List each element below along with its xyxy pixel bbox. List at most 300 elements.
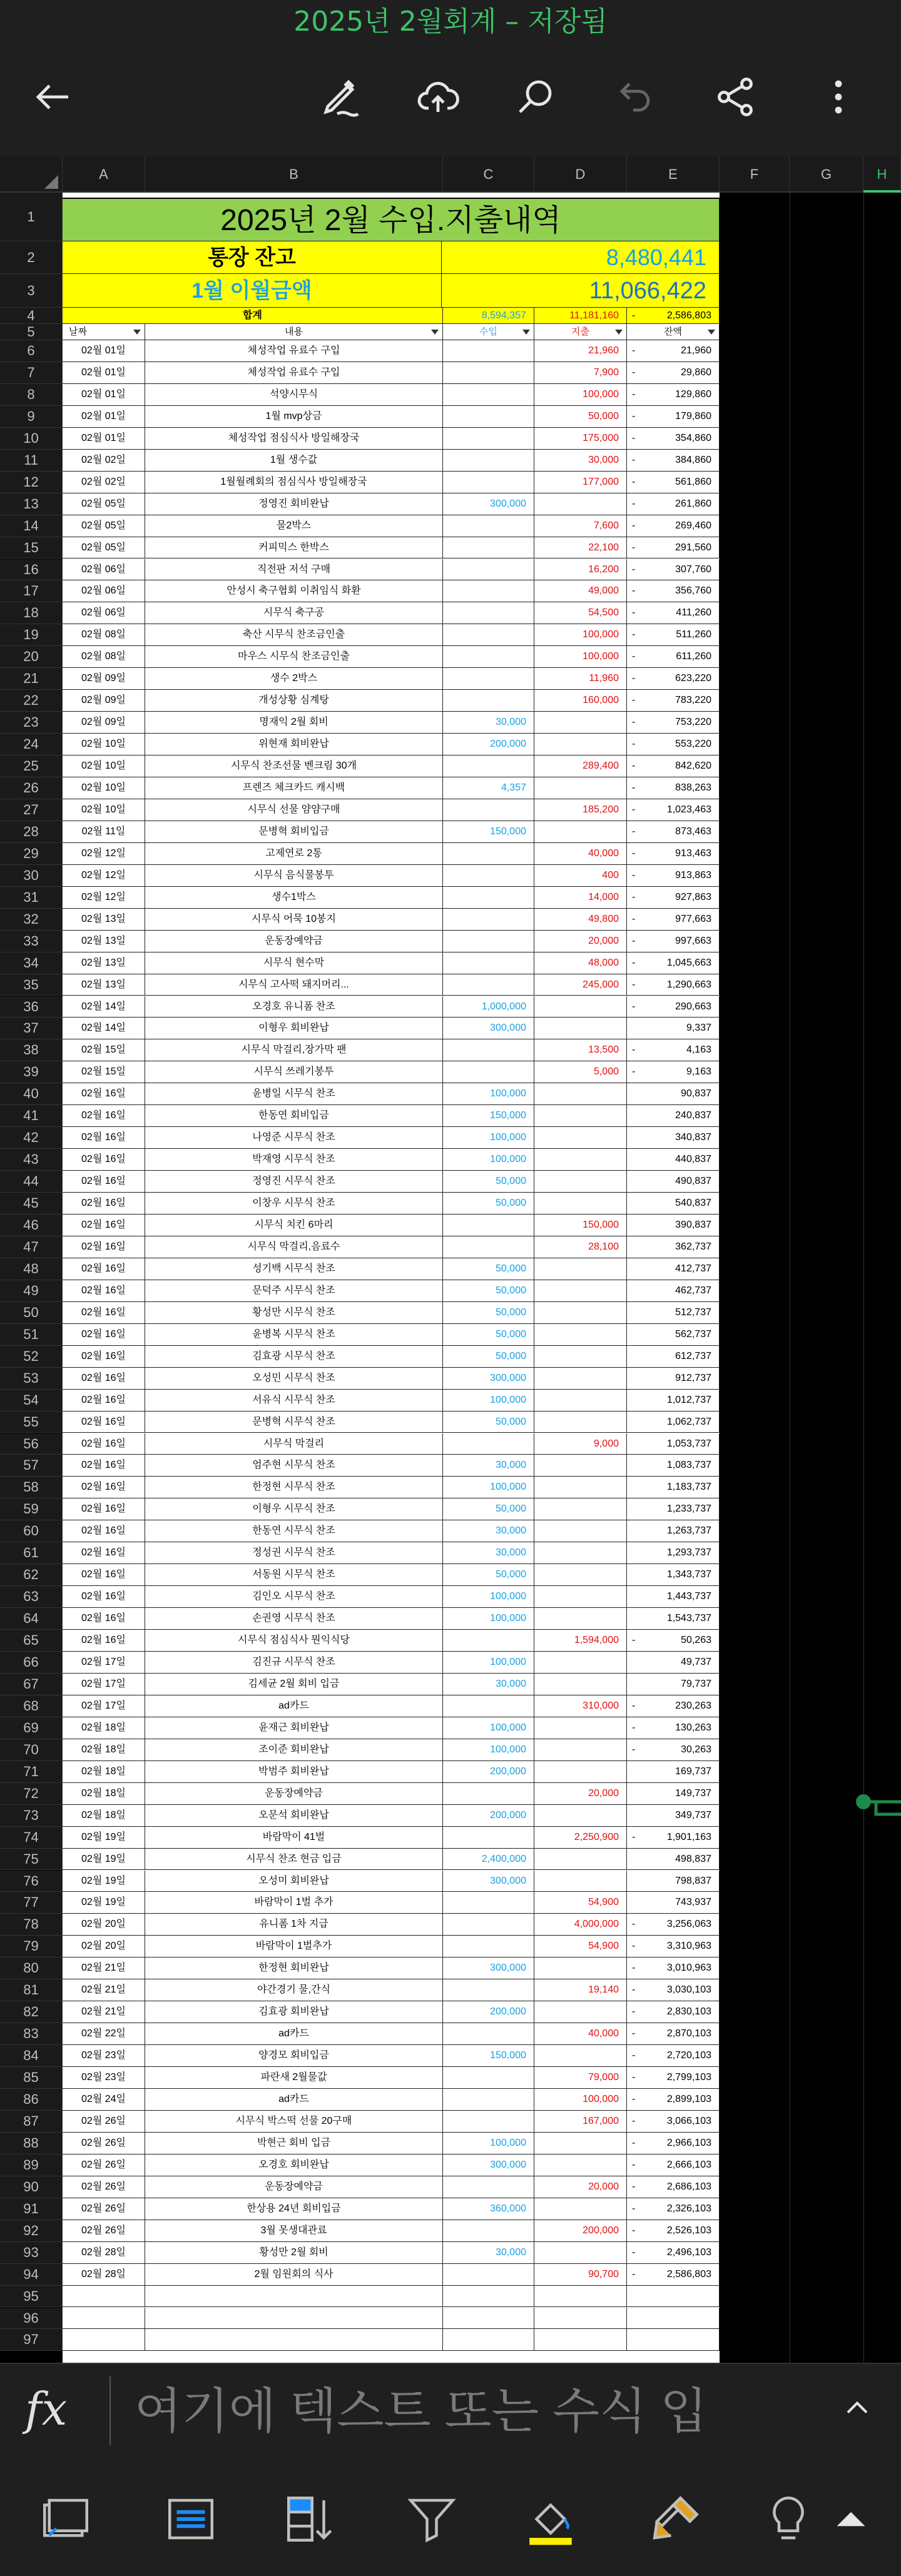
cell-balance[interactable]: [627, 2198, 720, 2220]
cell-date[interactable]: 02월 16일: [63, 1280, 145, 1302]
cell-date[interactable]: 02월 01일: [63, 340, 145, 362]
cell-balance[interactable]: [627, 712, 720, 734]
cell-date[interactable]: 02월 20일: [63, 1914, 145, 1936]
cell-date[interactable]: 02월 16일: [63, 1171, 145, 1193]
cell-income[interactable]: 360,000: [443, 2198, 534, 2220]
cell-description[interactable]: 운동장예약금: [145, 2176, 443, 2198]
empty-cell[interactable]: [63, 2286, 145, 2308]
row-header[interactable]: 63: [0, 1586, 63, 1608]
row-header[interactable]: 97: [0, 2329, 63, 2351]
cell-date[interactable]: 02월 13일: [63, 974, 145, 996]
row-header[interactable]: 28: [0, 821, 63, 843]
cell-date[interactable]: 02월 23일: [63, 2045, 145, 2067]
cell-date[interactable]: 02월 26일: [63, 2176, 145, 2198]
cell-description[interactable]: ad카드: [145, 2023, 443, 2045]
cell-date[interactable]: 02월 15일: [63, 1061, 145, 1083]
cell-date[interactable]: 02월 16일: [63, 1564, 145, 1586]
cell-expense[interactable]: [534, 1498, 627, 1520]
cell-description[interactable]: 파란새 2월물값: [145, 2067, 443, 2089]
cell-income[interactable]: 100,000: [443, 1083, 534, 1105]
cell-income[interactable]: 30,000: [443, 1674, 534, 1695]
row-header[interactable]: 83: [0, 2023, 63, 2045]
cell-description[interactable]: 시무식 선물 얌얌구매: [145, 799, 443, 821]
cell-expense[interactable]: [534, 1477, 627, 1498]
cell-expense[interactable]: 20,000: [534, 2176, 627, 2198]
cell-date[interactable]: 02월 19일: [63, 1892, 145, 1914]
row-header[interactable]: 96: [0, 2308, 63, 2330]
cell-income[interactable]: 100,000: [443, 1608, 534, 1630]
cell-income[interactable]: [443, 472, 534, 493]
cell-description[interactable]: 바람막이 1벌 추가: [145, 1892, 443, 1914]
freeze-panes-icon[interactable]: [160, 2488, 222, 2550]
cell-date[interactable]: 02월 15일: [63, 1039, 145, 1061]
cell-description[interactable]: 시무식 어묵 10봉지: [145, 909, 443, 931]
cell-income[interactable]: [443, 1979, 534, 2001]
cell-expense[interactable]: 11,960: [534, 668, 627, 690]
cell-date[interactable]: 02월 16일: [63, 1127, 145, 1149]
cell-expense[interactable]: [534, 734, 627, 755]
cell-description[interactable]: 오성민 시무식 찬조: [145, 1368, 443, 1390]
cell-income[interactable]: [443, 1914, 534, 1936]
cell-balance[interactable]: [627, 843, 720, 865]
header-desc[interactable]: [145, 324, 443, 340]
cell-expense[interactable]: 185,200: [534, 799, 627, 821]
cell-expense[interactable]: 175,000: [534, 428, 627, 450]
cell-date[interactable]: 02월 26일: [63, 2220, 145, 2242]
row-header[interactable]: 8: [0, 384, 63, 406]
cell-income[interactable]: 4,357: [443, 777, 534, 799]
row-header[interactable]: 70: [0, 1739, 63, 1761]
cell-expense[interactable]: [534, 1739, 627, 1761]
cell-income[interactable]: [443, 690, 534, 712]
cell-balance[interactable]: [627, 777, 720, 799]
total-label[interactable]: 합계: [63, 308, 443, 324]
row-header[interactable]: 78: [0, 1914, 63, 1936]
cell-date[interactable]: 02월 12일: [63, 843, 145, 865]
cell-expense[interactable]: 2,250,900: [534, 1827, 627, 1849]
row-header[interactable]: 11: [0, 450, 63, 472]
cell-income[interactable]: [443, 799, 534, 821]
cell-balance[interactable]: [627, 1827, 720, 1849]
row-header[interactable]: 50: [0, 1302, 63, 1324]
cell-date[interactable]: 02월 16일: [63, 1149, 145, 1171]
cell-balance[interactable]: [627, 1477, 720, 1498]
row-header[interactable]: 19: [0, 624, 63, 646]
row-header[interactable]: 13: [0, 493, 63, 515]
cell-description[interactable]: 오성미 회비완납: [145, 1871, 443, 1892]
cell-description[interactable]: 김효광 회비완납: [145, 2001, 443, 2023]
cell-income[interactable]: 100,000: [443, 1586, 534, 1608]
row-header[interactable]: 54: [0, 1390, 63, 1412]
row-header[interactable]: 56: [0, 1433, 63, 1455]
cell-description[interactable]: 체성작업 점심식사 방일해장국: [145, 428, 443, 450]
row-header[interactable]: 51: [0, 1324, 63, 1346]
header-balance[interactable]: [627, 324, 720, 340]
row-header[interactable]: 16: [0, 559, 63, 581]
cell-expense[interactable]: [534, 1149, 627, 1171]
cell-income[interactable]: 150,000: [443, 1105, 534, 1127]
cell-expense[interactable]: 16,200: [534, 559, 627, 581]
cell-description[interactable]: 운동장예약금: [145, 1783, 443, 1805]
cell-description[interactable]: 위현재 회비완납: [145, 734, 443, 755]
cell-date[interactable]: 02월 06일: [63, 559, 145, 581]
cell-balance[interactable]: [627, 493, 720, 515]
filter-dropdown-icon[interactable]: [431, 330, 439, 335]
row-header[interactable]: 15: [0, 537, 63, 559]
row-header[interactable]: 5: [0, 324, 63, 340]
cell-description[interactable]: 시무식 찬조 현금 입금: [145, 1849, 443, 1871]
row-header[interactable]: 52: [0, 1346, 63, 1368]
empty-cell[interactable]: [534, 2329, 627, 2351]
cell-income[interactable]: [443, 384, 534, 406]
cell-income[interactable]: [443, 1215, 534, 1236]
formula-input[interactable]: 여기에 텍스트 또는 수식 입: [135, 2383, 708, 2438]
cell-date[interactable]: 02월 14일: [63, 996, 145, 1018]
pen-icon[interactable]: [313, 69, 369, 125]
cell-date[interactable]: 02월 16일: [63, 1477, 145, 1498]
row-header[interactable]: 91: [0, 2198, 63, 2220]
cell-description[interactable]: 황성만 시무식 찬조: [145, 1302, 443, 1324]
filter-dropdown-icon[interactable]: [133, 330, 141, 335]
bank-balance-label[interactable]: 통장 잔고: [63, 241, 442, 274]
cell-income[interactable]: 100,000: [443, 1477, 534, 1498]
cell-date[interactable]: 02월 28일: [63, 2242, 145, 2264]
cell-expense[interactable]: [534, 2001, 627, 2023]
cell-income[interactable]: 30,000: [443, 1455, 534, 1477]
cell-date[interactable]: 02월 26일: [63, 2198, 145, 2220]
cell-balance[interactable]: [627, 2089, 720, 2111]
row-header[interactable]: 20: [0, 646, 63, 668]
cell-expense[interactable]: [534, 1652, 627, 1674]
cell-income[interactable]: 50,000: [443, 1302, 534, 1324]
cell-expense[interactable]: 49,000: [534, 580, 627, 602]
cell-description[interactable]: 시무식 치킨 6마리: [145, 1215, 443, 1236]
cell-date[interactable]: 02월 16일: [63, 1542, 145, 1564]
cell-expense[interactable]: 79,000: [534, 2067, 627, 2089]
row-header[interactable]: 48: [0, 1258, 63, 1280]
cell-expense[interactable]: 49,800: [534, 909, 627, 931]
cell-description[interactable]: 시무식 찬조선물 벤크림 30개: [145, 755, 443, 777]
col-header-g[interactable]: G: [790, 156, 863, 193]
cell-description[interactable]: 개성상황 심계탕: [145, 690, 443, 712]
cell-description[interactable]: 축산 시무식 찬조금인출: [145, 624, 443, 646]
cell-description[interactable]: 오경호 회비완납: [145, 2154, 443, 2176]
cell-income[interactable]: [443, 362, 534, 384]
cell-date[interactable]: 02월 18일: [63, 1717, 145, 1739]
header-date[interactable]: [63, 324, 145, 340]
cell-description[interactable]: 체성작업 유료수 구입: [145, 340, 443, 362]
cell-income[interactable]: [443, 909, 534, 931]
cell-income[interactable]: 300,000: [443, 1018, 534, 1039]
row-header[interactable]: 3: [0, 274, 63, 308]
row-header[interactable]: 18: [0, 602, 63, 624]
cell-income[interactable]: [443, 1936, 534, 1957]
cell-expense[interactable]: [534, 996, 627, 1018]
row-header[interactable]: 6: [0, 340, 63, 362]
row-header[interactable]: 92: [0, 2220, 63, 2242]
cell-income[interactable]: 200,000: [443, 1761, 534, 1783]
cell-description[interactable]: 마우스 시무식 찬조금인출: [145, 646, 443, 668]
row-header[interactable]: 69: [0, 1717, 63, 1739]
cell-income[interactable]: [443, 865, 534, 887]
spreadsheet-grid[interactable]: [63, 193, 720, 2363]
cell-date[interactable]: 02월 16일: [63, 1368, 145, 1390]
cell-expense[interactable]: 54,900: [534, 1892, 627, 1914]
cell-income[interactable]: 50,000: [443, 1258, 534, 1280]
cell-date[interactable]: 02월 26일: [63, 2111, 145, 2133]
cell-date[interactable]: 02월 16일: [63, 1412, 145, 1433]
chevron-up-icon[interactable]: [838, 2389, 876, 2427]
empty-cell[interactable]: [627, 2329, 720, 2351]
cell-income[interactable]: 50,000: [443, 1280, 534, 1302]
cell-description[interactable]: 한정현 회비완납: [145, 1957, 443, 1979]
cell-date[interactable]: 02월 05일: [63, 537, 145, 559]
cell-expense[interactable]: [534, 2198, 627, 2220]
cell-date[interactable]: 02월 16일: [63, 1324, 145, 1346]
row-header[interactable]: 75: [0, 1849, 63, 1871]
cell-expense[interactable]: [534, 1674, 627, 1695]
cell-income[interactable]: 100,000: [443, 1390, 534, 1412]
empty-columns-area[interactable]: [720, 193, 901, 2363]
cell-expense[interactable]: [534, 1083, 627, 1105]
cell-expense[interactable]: 100,000: [534, 2089, 627, 2111]
cell-description[interactable]: 시무식 막걸리: [145, 1433, 443, 1455]
cell-expense[interactable]: 22,100: [534, 537, 627, 559]
cell-income[interactable]: [443, 1630, 534, 1652]
cell-description[interactable]: ad카드: [145, 1695, 443, 1717]
cell-date[interactable]: 02월 18일: [63, 1783, 145, 1805]
row-header[interactable]: 30: [0, 865, 63, 887]
cell-balance[interactable]: [627, 1498, 720, 1520]
cell-description[interactable]: 1월 mvp상금: [145, 406, 443, 428]
row-header[interactable]: 42: [0, 1127, 63, 1149]
cell-expense[interactable]: [534, 2242, 627, 2264]
cell-expense[interactable]: [534, 821, 627, 843]
cell-date[interactable]: 02월 05일: [63, 515, 145, 537]
total-expense[interactable]: 11,181,160: [534, 308, 627, 324]
row-header[interactable]: 59: [0, 1498, 63, 1520]
cell-description[interactable]: 시무식 쓰레기봉투: [145, 1061, 443, 1083]
cell-income[interactable]: 30,000: [443, 1542, 534, 1564]
carryover-label[interactable]: 1월 이월금액: [63, 274, 442, 308]
cell-date[interactable]: 02월 16일: [63, 1105, 145, 1127]
cell-income[interactable]: [443, 1695, 534, 1717]
row-header[interactable]: 14: [0, 515, 63, 537]
cell-date[interactable]: 02월 05일: [63, 493, 145, 515]
cell-expense[interactable]: 7,900: [534, 362, 627, 384]
cell-income[interactable]: 30,000: [443, 712, 534, 734]
cell-balance[interactable]: [627, 2242, 720, 2264]
cell-expense[interactable]: [534, 1258, 627, 1280]
cell-description[interactable]: ad카드: [145, 2089, 443, 2111]
cell-description[interactable]: 한상용 24년 회비입금: [145, 2198, 443, 2220]
row-header[interactable]: 84: [0, 2045, 63, 2067]
cell-expense[interactable]: [534, 1127, 627, 1149]
cell-expense[interactable]: [534, 493, 627, 515]
row-header[interactable]: 58: [0, 1477, 63, 1498]
cell-income[interactable]: 50,000: [443, 1324, 534, 1346]
row-header[interactable]: 46: [0, 1215, 63, 1236]
cell-date[interactable]: 02월 16일: [63, 1193, 145, 1215]
cell-date[interactable]: 02월 01일: [63, 428, 145, 450]
cell-income[interactable]: [443, 602, 534, 624]
row-header[interactable]: 23: [0, 712, 63, 734]
cell-income[interactable]: 150,000: [443, 2045, 534, 2067]
cell-income[interactable]: 200,000: [443, 734, 534, 755]
cell-date[interactable]: 02월 16일: [63, 1520, 145, 1542]
cell-description[interactable]: 박범주 회비완납: [145, 1761, 443, 1783]
cell-date[interactable]: 02월 16일: [63, 1630, 145, 1652]
cell-date[interactable]: 02월 01일: [63, 406, 145, 428]
row-header[interactable]: 40: [0, 1083, 63, 1105]
sort-icon[interactable]: [278, 2488, 341, 2550]
cell-balance[interactable]: [627, 472, 720, 493]
col-header-f[interactable]: F: [720, 156, 790, 193]
cell-description[interactable]: 바람막이 1벌추가: [145, 1936, 443, 1957]
col-header-a[interactable]: A: [63, 156, 145, 193]
cell-date[interactable]: 02월 17일: [63, 1652, 145, 1674]
cell-balance[interactable]: [627, 909, 720, 931]
empty-cell[interactable]: [443, 2329, 534, 2351]
cell-balance[interactable]: [627, 515, 720, 537]
cell-balance[interactable]: [627, 1171, 720, 1193]
cell-expense[interactable]: [534, 1849, 627, 1871]
cell-date[interactable]: 02월 16일: [63, 1215, 145, 1236]
cell-expense[interactable]: 21,960: [534, 340, 627, 362]
filter-icon[interactable]: [400, 2488, 463, 2550]
cell-expense[interactable]: 100,000: [534, 384, 627, 406]
cell-expense[interactable]: [534, 1105, 627, 1127]
cell-expense[interactable]: [534, 1324, 627, 1346]
row-header[interactable]: 90: [0, 2176, 63, 2198]
cell-date[interactable]: 02월 08일: [63, 646, 145, 668]
cell-income[interactable]: [443, 952, 534, 974]
cell-balance[interactable]: [627, 1892, 720, 1914]
cell-date[interactable]: 02월 01일: [63, 362, 145, 384]
cell-expense[interactable]: [534, 1018, 627, 1039]
cell-expense[interactable]: 48,000: [534, 952, 627, 974]
cell-description[interactable]: 서동원 시무식 찬조: [145, 1564, 443, 1586]
cell-expense[interactable]: [534, 1280, 627, 1302]
cell-income[interactable]: [443, 450, 534, 472]
cell-date[interactable]: 02월 28일: [63, 2264, 145, 2286]
filter-dropdown-icon[interactable]: [615, 330, 623, 335]
cell-balance[interactable]: [627, 2001, 720, 2023]
row-header[interactable]: 37: [0, 1018, 63, 1039]
cell-income[interactable]: 50,000: [443, 1412, 534, 1433]
cell-income[interactable]: 50,000: [443, 1564, 534, 1586]
cell-income[interactable]: [443, 1039, 534, 1061]
cell-income[interactable]: [443, 515, 534, 537]
row-header[interactable]: 45: [0, 1193, 63, 1215]
cell-description[interactable]: 박재영 시무식 찬조: [145, 1149, 443, 1171]
cell-date[interactable]: 02월 16일: [63, 1455, 145, 1477]
col-header-d[interactable]: D: [534, 156, 627, 193]
cell-date[interactable]: 02월 02일: [63, 450, 145, 472]
selection-handle-icon[interactable]: [851, 1786, 901, 1817]
row-header[interactable]: 27: [0, 799, 63, 821]
row-header[interactable]: 53: [0, 1368, 63, 1390]
cell-income[interactable]: 300,000: [443, 493, 534, 515]
cell-income[interactable]: [443, 2220, 534, 2242]
cell-balance[interactable]: [627, 1455, 720, 1477]
cell-balance[interactable]: [627, 559, 720, 581]
cell-expense[interactable]: [534, 1871, 627, 1892]
cell-income[interactable]: [443, 931, 534, 952]
row-header[interactable]: 31: [0, 887, 63, 909]
cell-balance[interactable]: [627, 1302, 720, 1324]
row-header[interactable]: 57: [0, 1455, 63, 1477]
cell-income[interactable]: [443, 624, 534, 646]
row-header[interactable]: 87: [0, 2111, 63, 2133]
row-header[interactable]: 29: [0, 843, 63, 865]
cell-balance[interactable]: [627, 996, 720, 1018]
cell-balance[interactable]: [627, 1412, 720, 1433]
cell-description[interactable]: 오문석 회비완납: [145, 1805, 443, 1827]
cell-description[interactable]: 프렌즈 체크카드 캐시백: [145, 777, 443, 799]
row-header[interactable]: 62: [0, 1564, 63, 1586]
cell-date[interactable]: 02월 10일: [63, 777, 145, 799]
cell-balance[interactable]: [627, 2154, 720, 2176]
row-header[interactable]: 32: [0, 909, 63, 931]
row-header[interactable]: 1: [0, 193, 63, 241]
cell-date[interactable]: 02월 14일: [63, 1018, 145, 1039]
cell-description[interactable]: 시무식 축구공: [145, 602, 443, 624]
cell-description[interactable]: 한동연 시무식 찬조: [145, 1520, 443, 1542]
row-header[interactable]: 49: [0, 1280, 63, 1302]
more-icon[interactable]: [810, 69, 867, 125]
row-header[interactable]: 61: [0, 1542, 63, 1564]
cell-date[interactable]: 02월 12일: [63, 865, 145, 887]
cell-description[interactable]: 김효광 시무식 찬조: [145, 1346, 443, 1368]
header-income[interactable]: [443, 324, 534, 340]
header-expense[interactable]: [534, 324, 627, 340]
cell-date[interactable]: 02월 17일: [63, 1674, 145, 1695]
cell-description[interactable]: 체성작업 유료수 구입: [145, 362, 443, 384]
row-header[interactable]: 94: [0, 2264, 63, 2286]
cell-balance[interactable]: [627, 734, 720, 755]
cell-date[interactable]: 02월 06일: [63, 602, 145, 624]
cell-date[interactable]: 02월 02일: [63, 472, 145, 493]
cell-balance[interactable]: [627, 1652, 720, 1674]
row-header[interactable]: 41: [0, 1105, 63, 1127]
cell-expense[interactable]: 289,400: [534, 755, 627, 777]
cell-date[interactable]: 02월 13일: [63, 931, 145, 952]
row-header[interactable]: 81: [0, 1979, 63, 2001]
fx-icon[interactable]: fx: [25, 2383, 68, 2435]
cell-date[interactable]: 02월 10일: [63, 799, 145, 821]
cell-expense[interactable]: [534, 1390, 627, 1412]
cell-balance[interactable]: [627, 865, 720, 887]
cell-expense[interactable]: [534, 1412, 627, 1433]
col-header-h[interactable]: H: [863, 156, 901, 193]
cell-income[interactable]: [443, 1783, 534, 1805]
row-header[interactable]: 86: [0, 2089, 63, 2111]
cell-balance[interactable]: [627, 1630, 720, 1652]
cell-expense[interactable]: 100,000: [534, 646, 627, 668]
cell-expense[interactable]: [534, 777, 627, 799]
cell-expense[interactable]: 177,000: [534, 472, 627, 493]
cell-income[interactable]: [443, 887, 534, 909]
row-header[interactable]: 82: [0, 2001, 63, 2023]
cell-balance[interactable]: [627, 1105, 720, 1127]
cell-balance[interactable]: [627, 624, 720, 646]
filter-dropdown-icon[interactable]: [708, 330, 715, 335]
empty-cell[interactable]: [443, 2286, 534, 2308]
cell-expense[interactable]: 50,000: [534, 406, 627, 428]
empty-cell[interactable]: [443, 2308, 534, 2330]
cell-income[interactable]: [443, 1433, 534, 1455]
